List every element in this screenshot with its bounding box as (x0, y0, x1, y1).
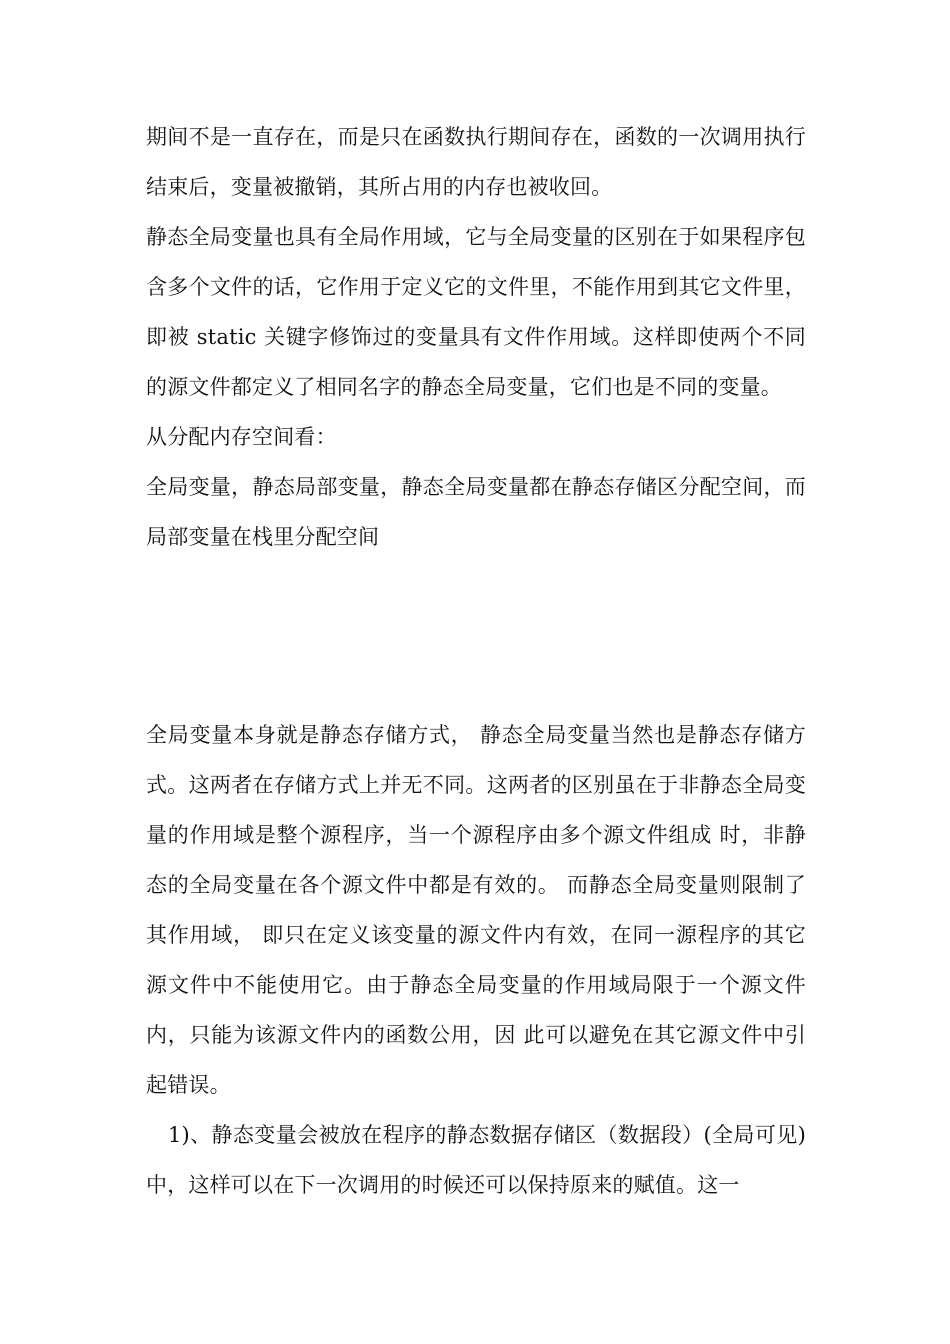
paragraph-static-global-scope: 静态全局变量也具有全局作用域，它与全局变量的区别在于如果程序包含多个文件的话，它作用于定义它的文件里，不能作用到其它文件里，即被 static 关键字修饰过的变量具有文件作用域。这样即使两个不同的源文件都定义了相同名字的静态全局变量，它们也是不同的变量。 (146, 225, 806, 399)
paragraph-global-vs-static-global: 全局变量本身就是静态存储方式， 静态全局变量当然也是静态存储方式。这两者在存储方式上并无不同。这两者的区别虽在于非静态全局变量的作用域是整个源程序，当一个源程序由多个源文件组成 时，非静态的全局变量在各个源文件中都是有效的。 而静态全局变量则限制了其作用域， 即只在定义该变量的源文件内有效，在同一源程序的其它源文件中不能使用它。由于静态全局变量的作用域局限于一个源文件内，只能为该源文件内的函数公用，因 此可以避免在其它源文件中引起错误。 (146, 723, 806, 1097)
text-section-two (146, 710, 806, 1210)
paragraph-memory-allocation: 全局变量，静态局部变量，静态全局变量都在静态存储区分配空间，而局部变量在栈里分配空间 (146, 475, 806, 549)
text-section-one (146, 112, 806, 562)
paragraph-function-lifetime: 期间不是一直存在，而是只在函数执行期间存在，函数的一次调用执行结束后，变量被撤销，其所占用的内存也被收回。 (146, 125, 806, 199)
paragraph-static-variable-point-1: 1)、静态变量会被放在程序的静态数据存储区（数据段）(全局可见)中，这样可以在下一次调用的时候还可以保持原来的赋值。这一 (146, 1123, 806, 1197)
paragraph-memory-heading: 从分配内存空间看： (146, 425, 337, 449)
